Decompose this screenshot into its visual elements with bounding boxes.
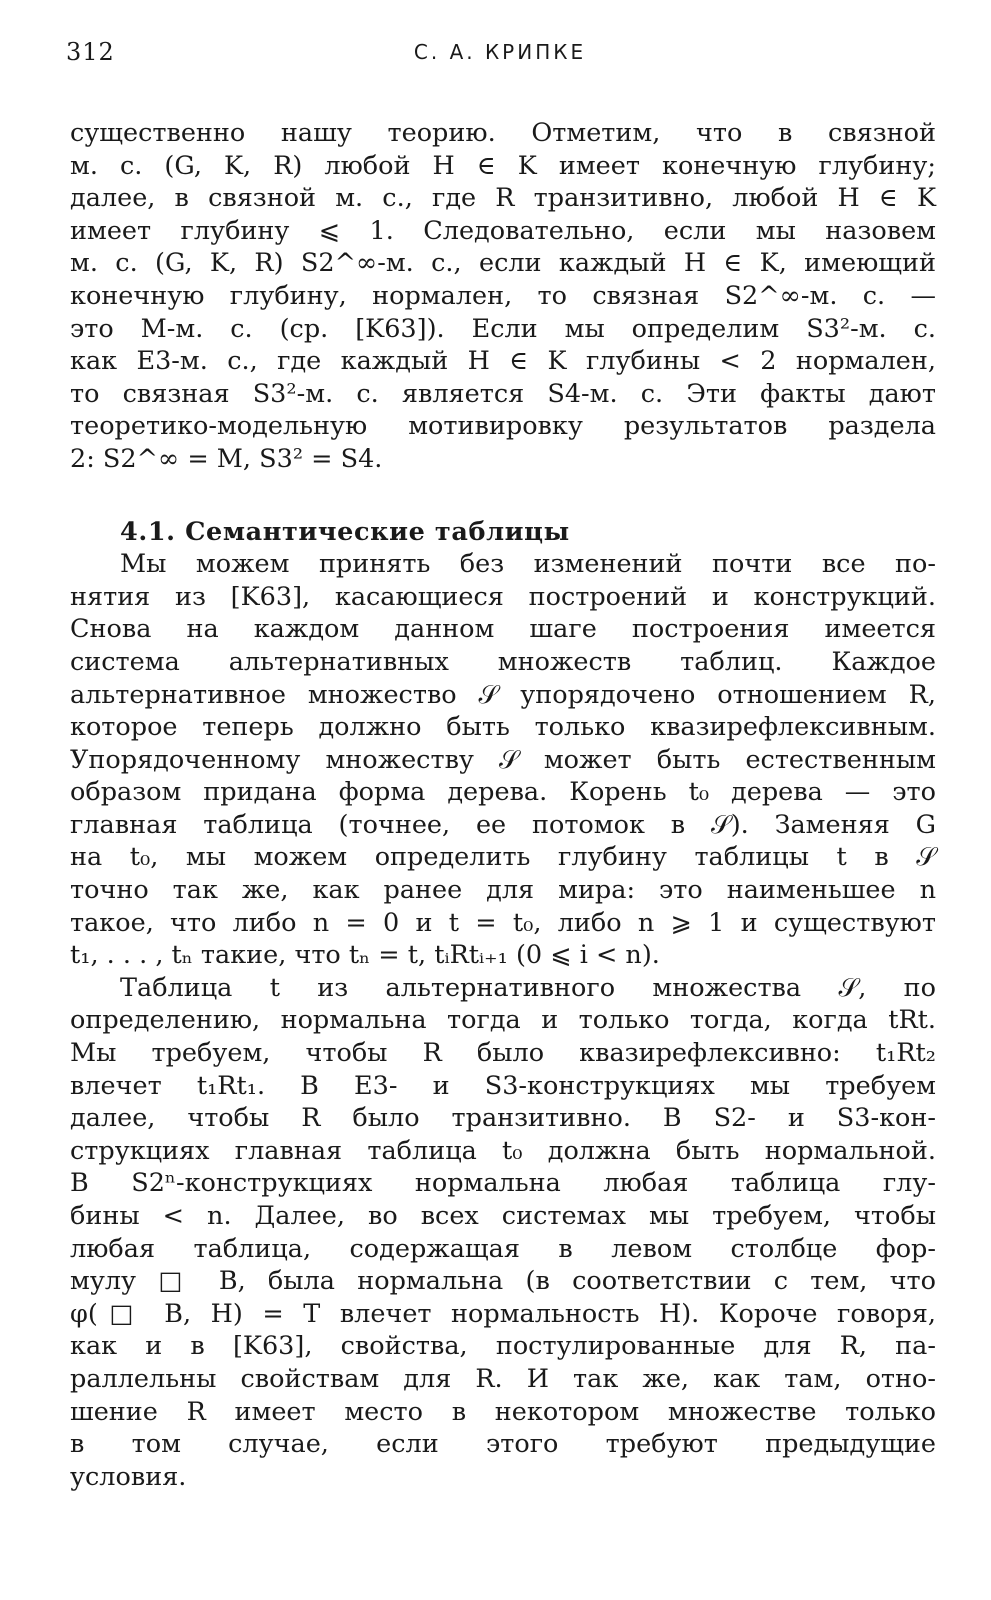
text-line: любая таблица, содержащая в левом столбце фор- bbox=[70, 1233, 936, 1264]
text-line: то связная S3²-м. с. является S4-м. с. Эти факты дают bbox=[70, 378, 936, 409]
text-line: имеет глубину ⩽ 1. Следовательно, если мы назовем bbox=[70, 215, 936, 246]
text-line: система альтернативных множеств таблиц. Каждое bbox=[70, 646, 936, 677]
text-line: как E3-м. с., где каждый H ∈ K глубины < 2 нормален, bbox=[70, 346, 936, 377]
text-line: шение R имеет место в некотором множестве только bbox=[70, 1396, 936, 1427]
text-line: существенно нашу теорию. Отметим, что в связной bbox=[70, 118, 936, 148]
text-line: далее, в связной м. с., где R транзитивно, любой H ∈ K bbox=[70, 183, 936, 214]
text-line: влечет t₁Rt₁. В E3- и S3-конструкциях мы требуем bbox=[70, 1070, 936, 1101]
text-line: на t₀, мы можем определить глубину таблицы t в 𝒮 bbox=[70, 842, 936, 873]
text-line: условия. bbox=[70, 1461, 187, 1492]
text-line: такое, что либо n = 0 и t = t₀, либо n ⩾ 1 и существуют bbox=[70, 907, 936, 938]
text-line: главная таблица (точнее, ее потомок в 𝒮). Заменяя G bbox=[70, 809, 936, 840]
text-line: точно так же, как ранее для мира: это наименьшее n bbox=[70, 875, 936, 906]
text-line: как и в [K63], свойства, постулированные для R, па- bbox=[70, 1331, 936, 1362]
text-line: которое теперь должно быть только квазирефлексивным. bbox=[70, 712, 936, 743]
text-line: В S2ⁿ-конструкциях нормальна любая таблица глу- bbox=[70, 1168, 936, 1199]
running-title: С. А. КРИПКЕ bbox=[413, 40, 587, 64]
text-line: это M-м. с. (ср. [K63]). Если мы определим S3²-м. с. bbox=[70, 313, 936, 344]
text-line: образом придана форма дерева. Корень t₀ дерева — это bbox=[70, 777, 936, 808]
running-head bbox=[66, 38, 934, 74]
text-line: нятия из [K63], касающиеся построений и конструкций. bbox=[70, 581, 936, 612]
text-line: Снова на каждом данном шаге построения имеется bbox=[70, 614, 936, 645]
text-line: мулу □ B, была нормальна (в соответствии с тем, что bbox=[70, 1266, 936, 1297]
text-line: м. с. (G, K, R) любой H ∈ K имеет конечную глубину; bbox=[70, 150, 936, 181]
text-line: Мы требуем, чтобы R было квазирефлексивно: t₁Rt₂ bbox=[70, 1038, 936, 1069]
paragraph-2 bbox=[70, 548, 936, 972]
text-line: альтернативное множество 𝒮 упорядочено отношением R, bbox=[70, 679, 936, 710]
text-line: в том случае, если этого требуют предыдущие bbox=[70, 1429, 936, 1460]
text-line: струкциях главная таблица t₀ должна быть нормальной. bbox=[70, 1135, 936, 1166]
text-line: Мы можем принять без изменений почти все по- bbox=[120, 549, 936, 580]
text-line: бины < n. Далее, во всех системах мы требуем, чтобы bbox=[70, 1201, 936, 1231]
text-line: раллельны свойствам для R. И так же, как там, отно- bbox=[70, 1363, 936, 1394]
text-line: t₁, . . . , tₙ такие, что tₙ = t, tᵢRtᵢ₊₁ (0 ⩽ i < n). bbox=[70, 940, 660, 971]
section-gap bbox=[70, 476, 936, 516]
text-line: 2: S2^∞ = M, S3² = S4. bbox=[70, 443, 383, 474]
text-line: определению, нормальна тогда и только тогда, когда tRt. bbox=[70, 1005, 936, 1036]
section-heading: 4.1. Семантические таблицы bbox=[120, 516, 570, 547]
text-line: φ(□ B, H) = T влечет нормальность H). Короче говоря, bbox=[70, 1298, 936, 1329]
text-line: Упорядоченному множеству 𝒮 может быть естественным bbox=[70, 744, 936, 775]
paragraph-3 bbox=[70, 972, 936, 1494]
text-line: м. с. (G, K, R) S2^∞-м. с., если каждый H ∈ K, имеющий bbox=[70, 248, 936, 279]
body-text bbox=[70, 117, 936, 1493]
paragraph-1 bbox=[70, 117, 936, 476]
text-line: далее, чтобы R было транзитивно. В S2- и S3-кон- bbox=[70, 1103, 936, 1134]
text-line: Таблица t из альтернативного множества 𝒮, по bbox=[120, 972, 936, 1003]
text-line: конечную глубину, нормален, то связная S2^∞-м. с. — bbox=[70, 280, 936, 311]
text-line: теоретико-модельную мотивировку результатов раздела bbox=[70, 411, 936, 442]
page-number: 312 bbox=[66, 38, 115, 66]
